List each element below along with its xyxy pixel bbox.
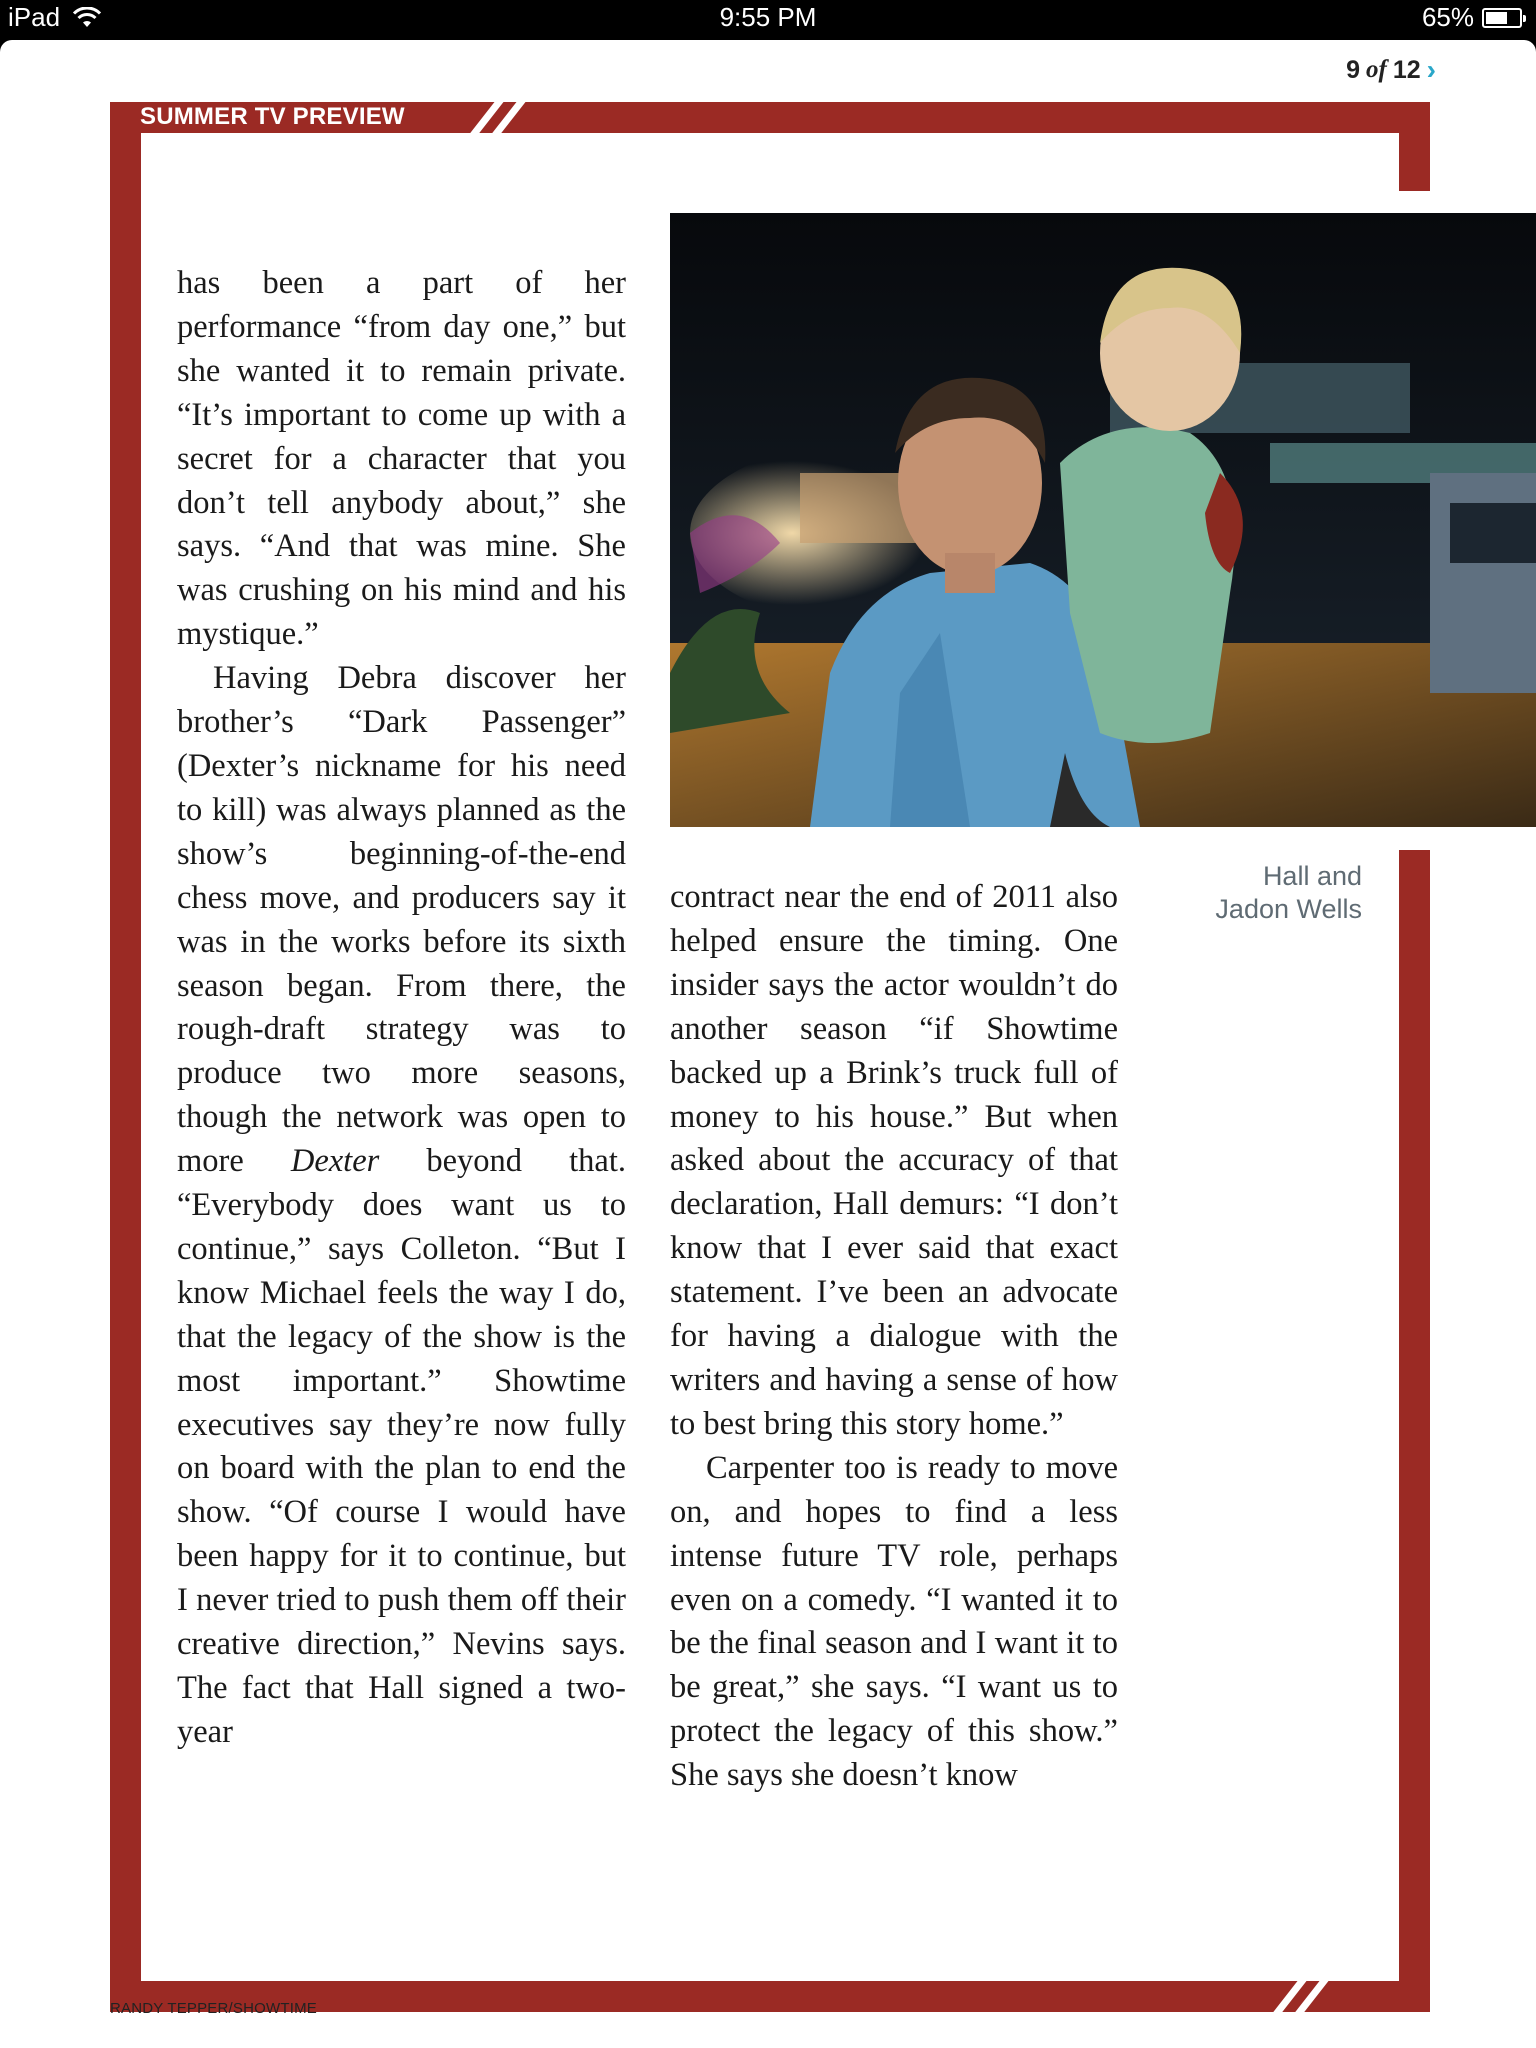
article-paragraph <box>177 657 626 1755</box>
frame-right-bar-bottom <box>1399 850 1430 2012</box>
device-name: iPad <box>8 2 61 32</box>
article-paragraph: has been a part of her performance “from day one,” but she wanted it to remain private. “It’s important to come up with a secret for a character that you don’t tell anybody about,” she says. “And that was mine. She was crushing on his mind and his mystique.” <box>177 265 626 653</box>
section-label: SUMMER TV PREVIEW <box>140 103 405 130</box>
photo-credit: RANDY TEPPER/SHOWTIME <box>110 2000 318 2017</box>
photo-illustration <box>670 213 1536 827</box>
show-title-italic: Dexter <box>290 1143 380 1180</box>
chevron-right-icon[interactable]: › <box>1426 54 1436 85</box>
clock: 9:55 PM <box>719 2 817 32</box>
page-total: 12 <box>1392 55 1421 84</box>
photo-caption <box>1190 860 1362 926</box>
article-column-2 <box>670 876 1118 1798</box>
status-bar <box>0 0 1536 40</box>
battery-percent: 65% <box>1421 2 1474 32</box>
frame-left-bar <box>110 102 141 2012</box>
page-current: 9 <box>1346 55 1361 84</box>
article-paragraph: contract near the end of 2011 also helped ensure the timing. One insider says the actor wouldn’t do another season “if Showtime backed up a Brink’s truck full of money to his house.” But when asked about the accuracy of that declaration, Hall demurs: “I don’t know that I ever said that exact statement. I’ve been an advocate for having a dialogue with the writers and having a sense of how to best bring this story home.” <box>670 879 1118 1442</box>
page-indicator[interactable] <box>1346 54 1436 86</box>
article-column-1 <box>177 262 626 1755</box>
magazine-page <box>0 40 1536 2048</box>
text-run: Having Debra discover her brother’s “Dark Passenger” (Dexter’s nickname for his need to kill) was always planned as the show’s beginning-of-the-end chess move, and producers say it was in the works before its sixth season began. From there, the rough-draft strategy was to produce two more seasons, though the network was open to more <box>177 660 626 1180</box>
frame-right-bar-top <box>1399 102 1430 191</box>
caption-line: Jadon Wells <box>1215 894 1362 924</box>
text-run: beyond that. “Everybody does want us to continue,” says Colleton. “But I know Michael feels the way I do, that the legacy of the show is the most important.” Showtime executives say they’re now fully on board with the plan to end the show. “Of course I would have been happy for it to continue, but I never tried to push them off their creative direction,” Nevins says. The fact that Hall signed a two-year <box>177 1143 626 1750</box>
status-right <box>1422 2 1522 33</box>
battery-icon <box>1482 8 1522 28</box>
page-of: of <box>1366 56 1387 83</box>
article-paragraph: Carpenter too is ready to move on, and hopes to find a less intense future TV role, perhaps even on a comedy. “I wanted it to be the final season and I want it to be great,” she says. “I want us to protect the legacy of this show.” She says she doesn’t know <box>670 1449 1118 1794</box>
article-photo <box>670 213 1536 827</box>
caption-line: Hall and <box>1262 861 1362 891</box>
